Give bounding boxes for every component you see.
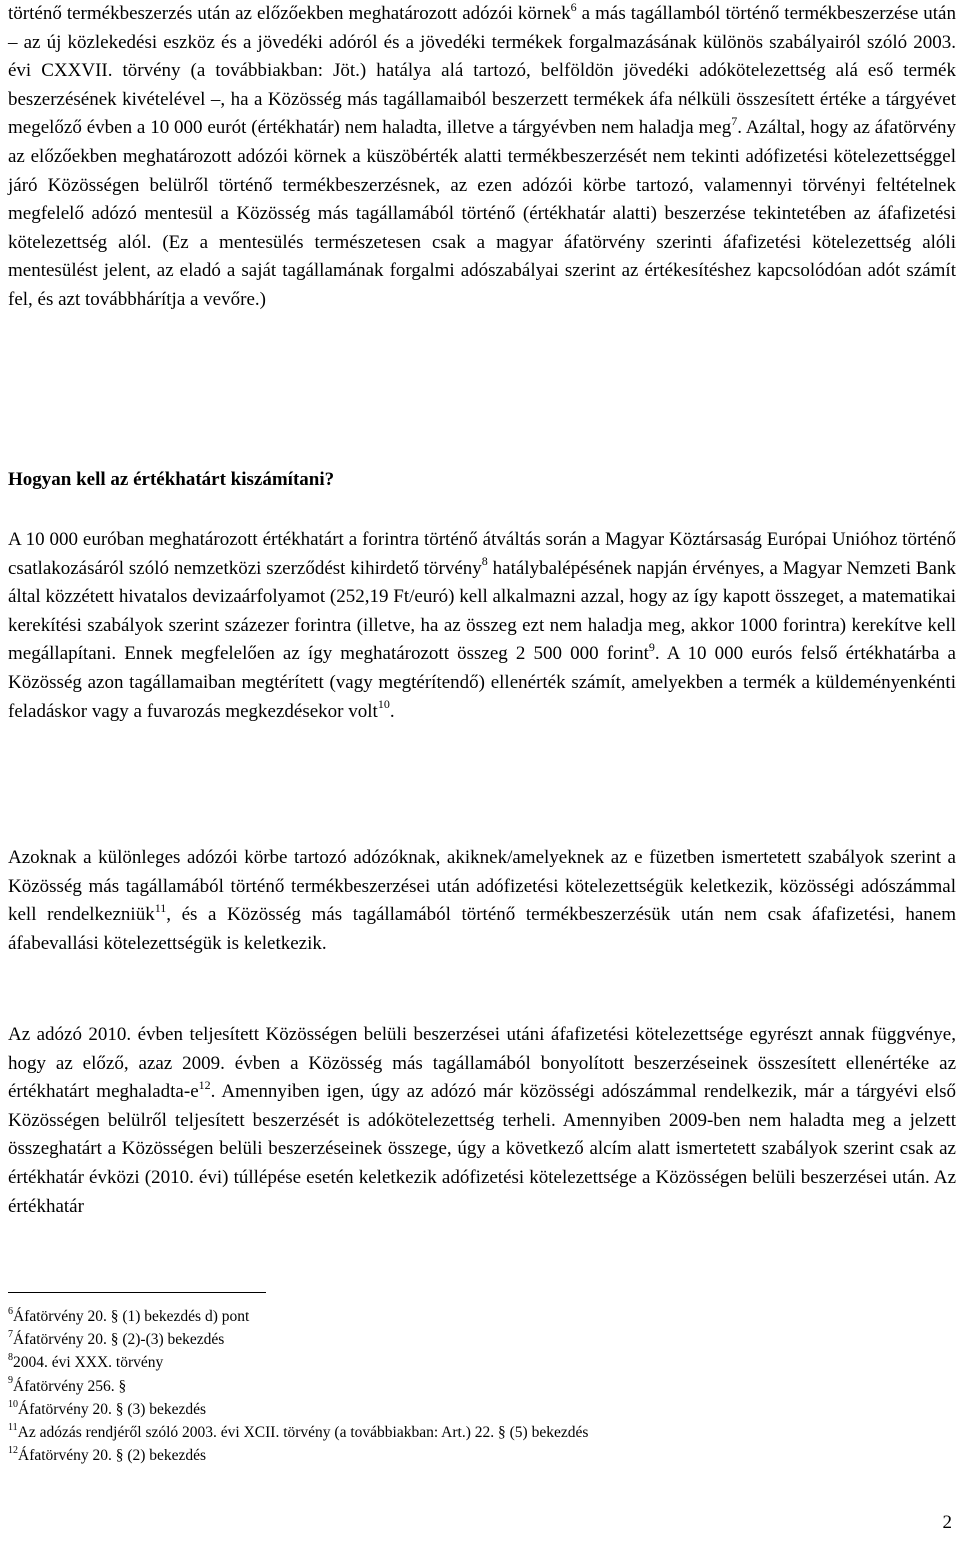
footnote-item: $^{12}$Áfatörvény 20. § (2) bekezdés [8, 1445, 207, 1465]
footnote-item: $^{10}$Áfatörvény 20. § (3) bekezdés [8, 1398, 207, 1418]
paragraph-text: Az adózó 2010. évben teljesített Közösségen belüli beszerzései utáni áfafizetési kötelezettsége egyrészt annak függvénye, hogy az előző, azaz 2009. évben a Közösség más tagállamából bonyolított beszerzéseinek összesített ellenértéke az értékhatárt meghaladta-e [8, 1024, 956, 1103]
footnote-item: $^6$Áfatörvény 20. § (1) bekezdés d) pont [8, 1305, 250, 1325]
paragraph-text: , és a Közösség más tagállamából történő termékbeszerzésük után nem csak áfafizetési, hanem áfabevallási kötelezettségük is keletkezik. [8, 904, 956, 954]
paragraph-intro [8, 0, 956, 315]
footnote-ref: 7 [731, 114, 738, 129]
footnote-ref: 12 [198, 1077, 211, 1092]
footnote-ref: 9 [648, 640, 655, 655]
footnote-item: $^8$2004. évi XXX. törvény [8, 1352, 164, 1372]
footnote-item: $^{11}$Az adózás rendjéről szóló 2003. évi XCII. törvény (a továbbiakban: Art.) 22. § (5) bekezdés [8, 1421, 589, 1442]
footnote-ref: 6 [570, 0, 577, 14]
paragraph-special-taxpayers [8, 844, 956, 958]
paragraph-threshold-calc [8, 526, 956, 726]
footnote-item: $^7$Áfatörvény 20. § (2)-(3) bekezdés [8, 1329, 225, 1349]
paragraph-text: Azoknak a különleges adózói körbe tartozó adózóknak, akiknek/amelyeknek az e füzetben ismertetett szabályok szerint a Közösség más tagállamából történő termékbeszerzései után adófizetési kötelezettségük keletkezik, közösségi adószámmal kell rendelkezniük [8, 847, 956, 926]
paragraph-text: A 10 000 euróban meghatározott értékhatárt a forintra történő átváltás során a Magyar Köztársaság Európai Unióhoz történő csatlakozásáról szóló nemzetközi szerződést kihirdető törvény [8, 529, 956, 579]
paragraph-text: . Azáltal, hogy az áfatörvény az előzőekben meghatározott adózói körnek a küszöbérték alatti termékbeszerzését nem tekinti adófizetési kötelezettséggel járó Közösségen belülről történő termékbeszerzésnek, az ezen adózói körbe tartozó, valamennyi törvényi feltételnek megfelelő adózó mentesül a Közösség más tagállamából történő (értékhatár alatti) beszerzése tekintetében az áfafizetési kötelezettség alól. (Ez a mentesülés természetesen csak a magyar áfatörvény szerinti áfafizetési kötelezettség alóli mentesülést jelent, az eladó a saját tagállamának forgalmi adószabályai szerint az értékesítéshez kapcsolódóan adót számít fel, és azt továbbhárítja a vevőre.) [8, 117, 956, 310]
footnote-item: $^9$Áfatörvény 256. § [8, 1375, 127, 1395]
page-number: 2 [942, 1512, 952, 1533]
paragraph-text: történő termékbeszerzés után az előzőekben meghatározott adózói körnek [8, 3, 571, 24]
paragraph-text: . [389, 700, 395, 722]
paragraph-2010-obligation [8, 1021, 956, 1221]
section-heading: Hogyan kell az értékhatárt kiszámítani? [8, 469, 335, 490]
footnote-ref: 10 [377, 697, 390, 712]
paragraph-text: a más tagállamból történő termékbeszerzése után – az új közlekedési eszköz és a jövedéki adóról és a jövedéki termékek forgalmazásának különös szabályairól szóló 2003. évi CXXVII. törvény (a továbbiakban: Jöt.) hatálya alá tartozó, belföldön jövedéki adókötelezettség alá eső termék beszerzésének kivételével –, ha a Közösség más tagállamaiból beszerzett termékek áfa nélküli összesített értéke a tárgyévet megelőző évben a 10 000 eurót (értékhatár) nem haladta, illetve a tárgyévben nem haladja meg [8, 3, 956, 139]
footnote-ref: 8 [481, 554, 488, 569]
footnote-separator [8, 1292, 266, 1293]
footnotes [8, 1305, 908, 1467]
paragraph-text: . A 10 000 eurós felső értékhatárba a Közösség azon tagállamaiban megtérített (vagy megtérítendő) ellenérték számít, amelyekben a termék a küldeményenkénti feladáskor vagy a fuvarozás megkezdésekor volt [8, 643, 956, 722]
footnote-ref: 11 [154, 900, 167, 915]
paragraph-text: hatálybalépésének napján érvényes, a Magyar Nemzeti Bank által közzétett hivatalos devizaárfolyamot (252,19 Ft/euró) kell alkalmazni azzal, hogy az így kapott összeget, a matematikai kerekítési szabályok szerint százezer forintra (illetve, ha az összeg ezt nem haladja meg, akkor 1000 forintra) kerekítve kell megállapítani. Ennek megfelelően az így meghatározott összeg 2 500 000 forint [8, 557, 956, 665]
paragraph-text: . Amennyiben igen, úgy az adózó már közösségi adószámmal rendelkezik, már a tárgyévi első Közösségen belülről teljesített beszerzését is adókötelezettség terheli. Amennyiben 2009-ben nem haladta meg a jelzett összeghatárt a Közösségen belüli beszerzéseinek összege, úgy a következő alcím alatt ismertetett szabályok szerint csak az értékhatár évközi (2010. évi) túllépése esetén keletkezik adófizetési kötelezettsége a Közösségen belüli beszerzései után. Az értékhatár [8, 1081, 956, 1217]
